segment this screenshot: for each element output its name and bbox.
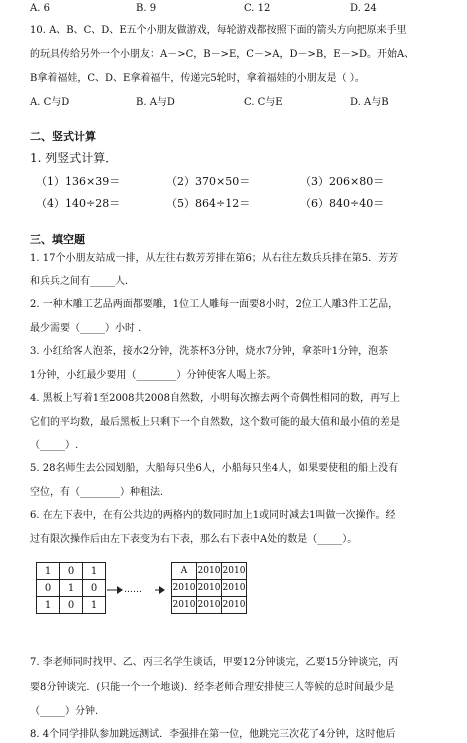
q4-line-2: 它们的平均数，最后黑板上只剩下一个自然数，这个数可能的最大值和最小值的差是: [30, 417, 400, 428]
q5-line-1: 5. 28名师生去公园划船，大船每只坐6人，小船每只坐4人，如果要使租的船上没有: [30, 463, 399, 474]
q1-line-2: 和兵兵之间有_____人．: [30, 276, 135, 287]
q7-line-1: 7. 李老师同时找甲、乙、丙三名学生谈话，甲要12分钟谈完，乙要15分钟谈完，丙: [30, 657, 399, 668]
right-table-cell: 2010: [172, 597, 197, 614]
calc-item-5: （5）864÷12＝: [166, 197, 251, 210]
q2-line-2: 最少需要（_____）小时 ．: [30, 323, 149, 334]
q10-option-d: D. A与B: [350, 97, 389, 108]
left-table-row: [37, 597, 106, 614]
q8-line-1: 8. 4个同学排队参加跳远测试．李强排在第一位，他跳完三次花了4分钟，这时他后: [30, 729, 396, 740]
left-table-cell: 0: [83, 580, 106, 597]
right-table-cell: 2010: [172, 580, 197, 597]
calc-item-3: （3）206×80＝: [300, 175, 385, 188]
left-table-cell: 1: [83, 563, 106, 580]
right-table-cell: 2010: [222, 580, 247, 597]
calc-item-1: （1）136×39＝: [36, 175, 121, 188]
left-table-cell: 1: [37, 563, 60, 580]
right-table-cell: 2010: [197, 597, 222, 614]
q7-line-3: （_____）分钟.: [30, 706, 99, 717]
right-table-row: [172, 597, 247, 614]
q10-option-a: A. C与D: [30, 97, 70, 108]
left-table-cell: 0: [37, 580, 60, 597]
section-2-title: 二、竖式计算: [30, 130, 96, 143]
q10-option-b: B. A与D: [136, 97, 175, 108]
right-table-cell: 2010: [197, 563, 222, 580]
right-table: [171, 562, 247, 614]
left-table-cell: 1: [37, 597, 60, 614]
left-table: [36, 562, 106, 614]
ellipsis: ……: [124, 585, 142, 595]
q2-line-1: 2. 一种木雕工艺品两面都要雕，1位工人雕每一面要8小时，2位工人雕3件工艺品，: [30, 299, 399, 310]
q10-option-c: C. C与E: [244, 97, 283, 108]
calc-item-4: （4）140÷28＝: [36, 197, 121, 210]
right-table-cell: A: [172, 563, 197, 580]
left-table-cell: 0: [60, 563, 83, 580]
option-d: D. 24: [350, 3, 377, 14]
left-table-cell: 1: [83, 597, 106, 614]
q10-line-1: 10. A、B、C、D、E五个小朋友做游戏，每轮游戏都按照下面的箭头方向把原来手里: [30, 25, 407, 36]
section-3-title: 三、填空题: [30, 233, 85, 246]
calc-item-2: （2）370×50＝: [166, 175, 251, 188]
q7-line-2: 要8分钟谈完．(只能一个一个地谈)．经李老师合理安排使三人等候的总时间最少是: [30, 682, 395, 693]
left-table-row: [37, 580, 106, 597]
q3-line-2: 1分钟，小红最少要用（________）分钟使客人喝上茶。: [30, 370, 277, 381]
right-table-cell: 2010: [222, 563, 247, 580]
q3-line-1: 3. 小红给客人泡茶，接水2分钟，洗茶杯3分钟，烧水7分钟，拿茶叶1分钟，泡茶: [30, 346, 389, 357]
left-table-cell: 1: [60, 580, 83, 597]
q5-line-2: 空位，有（________）种租法．: [30, 487, 170, 498]
right-table-row: [172, 580, 247, 597]
left-table-cell: 0: [60, 597, 83, 614]
option-c: C. 12: [244, 3, 271, 14]
option-b: B. 9: [136, 3, 157, 14]
q4-line-1: 4. 黑板上写着1至2008共2008自然数，小明每次擦去两个奇偶性相同的数，再写上: [30, 393, 400, 404]
q1-line-1: 1. 17个小朋友站成一排，从左往右数芳芳排在第6；从右往左数兵兵排在第5．芳芳: [30, 253, 399, 264]
right-table-row: [172, 563, 247, 580]
q6-line-2: 过有限次操作后由左下表变为右下表，那么右下表中A处的数是（_____）。: [30, 534, 358, 545]
option-a: A. 6: [30, 3, 50, 14]
calc-item-6: （6）840÷40＝: [300, 197, 385, 210]
right-table-cell: 2010: [197, 580, 222, 597]
q10-line-3: B拿着福娃，C、D、E拿着福牛，传递完5轮时，拿着福娃的小朋友是（ ）。: [30, 73, 365, 84]
section-2-q1: 1. 列竖式计算．: [30, 151, 118, 165]
q6-line-1: 6. 在左下表中，在有公共边的两格内的数同时加上1或同时减去1叫做一次操作。经: [30, 510, 396, 521]
q10-line-2: 的玩具传给另外一个小朋友：A－>C，B－>E，C－>A，D－>B，E－>D。开始A、: [30, 49, 415, 60]
left-table-row: [37, 563, 106, 580]
right-table-cell: 2010: [222, 597, 247, 614]
q4-line-3: （_____）.: [30, 440, 79, 451]
